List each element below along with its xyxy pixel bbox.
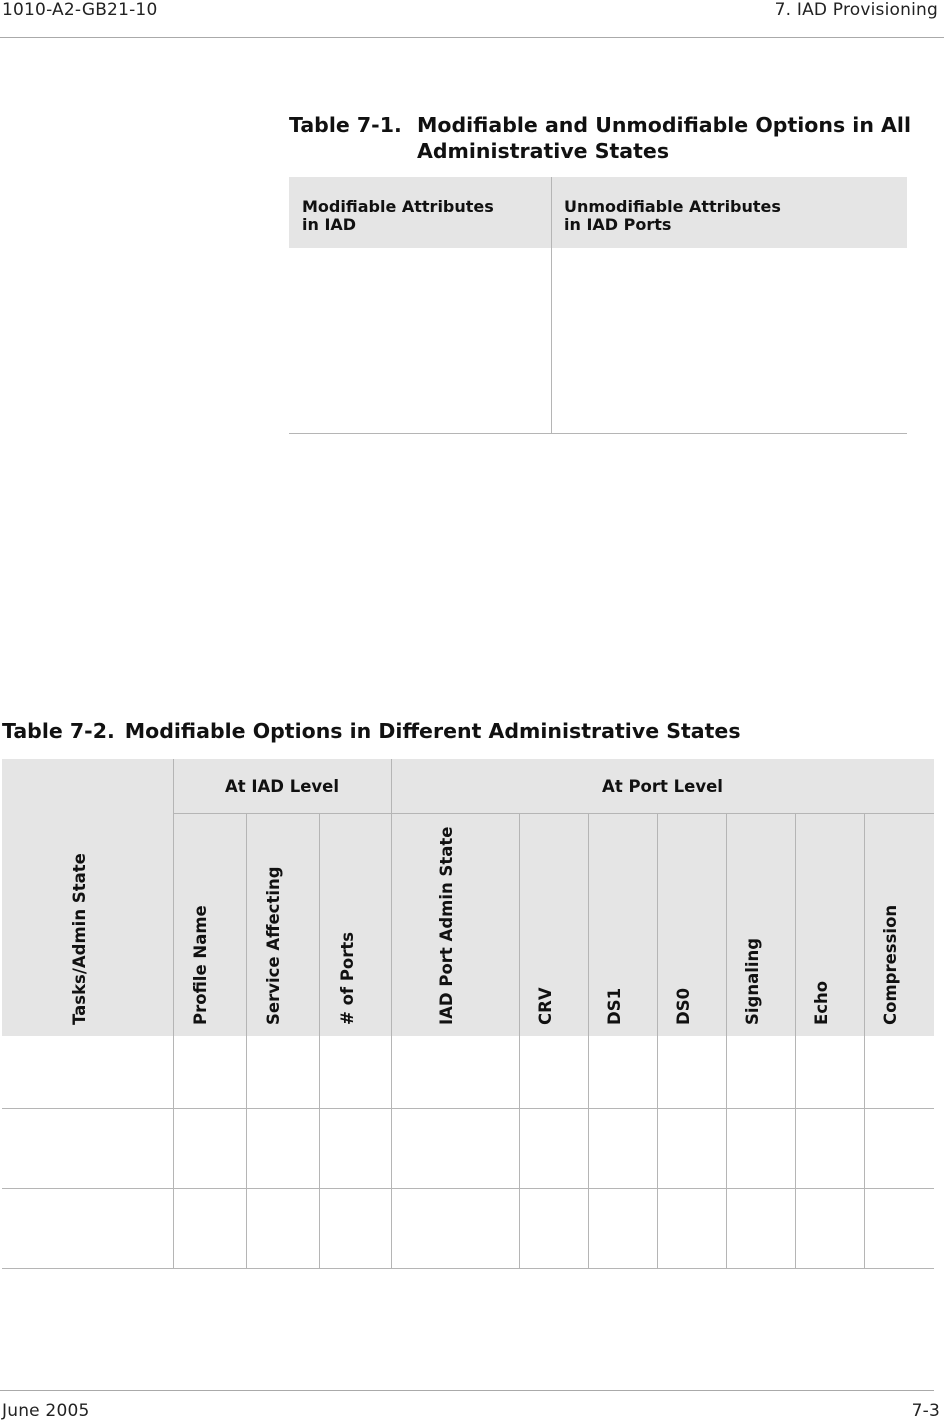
table1-col-modifiable: Modifiable Attributes in IAD xyxy=(302,197,494,234)
footer-date: June 2005 xyxy=(2,1401,90,1421)
table2-col-ds1: DS1 xyxy=(605,987,624,1025)
header-doc-number: 1010-A2-GB21-10 xyxy=(2,0,158,20)
table2-col-num-ports: # of Ports xyxy=(338,931,357,1025)
table2-col-service-affecting: Service Affecting xyxy=(264,866,283,1025)
table2-col-divider xyxy=(588,813,589,1269)
table2-col-divider xyxy=(173,759,174,1269)
table2-col-divider xyxy=(391,759,392,1269)
header-rule xyxy=(0,37,944,38)
table2-col-divider xyxy=(726,813,727,1269)
table1-bottom-rule xyxy=(289,433,907,434)
footer-page-number: 7-3 xyxy=(911,1401,940,1421)
table2-col-ds0: DS0 xyxy=(674,987,693,1025)
footer-rule xyxy=(0,1390,934,1391)
table2-col-profile-name: Profile Name xyxy=(191,905,210,1025)
table2-col-divider xyxy=(657,813,658,1269)
table1-caption-number: Table 7-1. xyxy=(289,113,402,137)
table2-col-divider xyxy=(864,813,865,1269)
table2-col-signaling: Signaling xyxy=(743,937,762,1025)
table2-col-divider xyxy=(519,813,520,1269)
table1-column-divider xyxy=(551,177,552,433)
table2-caption xyxy=(2,719,741,743)
table1-col-unmodifiable: Unmodifiable Attributes in IAD Ports xyxy=(564,197,781,234)
table2-col-divider xyxy=(795,813,796,1269)
table2-caption-text: Modifiable Options in Different Administrative States xyxy=(124,719,741,743)
table2-col-compression: Compression xyxy=(881,904,900,1025)
table2-row-header-tasks: Tasks/Admin State xyxy=(70,853,89,1025)
table2-row-divider xyxy=(2,1188,934,1189)
table2-col-iad-port-admin-state: IAD Port Admin State xyxy=(437,826,456,1025)
table2-row-divider xyxy=(2,1108,934,1109)
table2-col-echo: Echo xyxy=(812,980,831,1025)
table2-group-divider xyxy=(173,813,934,814)
table2-group-port-level: At Port Level xyxy=(602,777,723,796)
table2-row-divider xyxy=(2,1268,934,1269)
table2-col-crv: CRV xyxy=(536,987,555,1025)
table2-caption-number: Table 7-2. xyxy=(2,719,115,743)
table1 xyxy=(289,177,907,433)
table2-col-divider xyxy=(319,813,320,1269)
header-chapter-title: 7. IAD Provisioning xyxy=(774,0,938,20)
table2-group-iad-level: At IAD Level xyxy=(224,777,340,796)
table1-caption-text: Modifiable and Unmodifiable Options in All Administrative States xyxy=(417,113,911,163)
table2-col-divider xyxy=(246,813,247,1269)
table2 xyxy=(2,759,934,1271)
